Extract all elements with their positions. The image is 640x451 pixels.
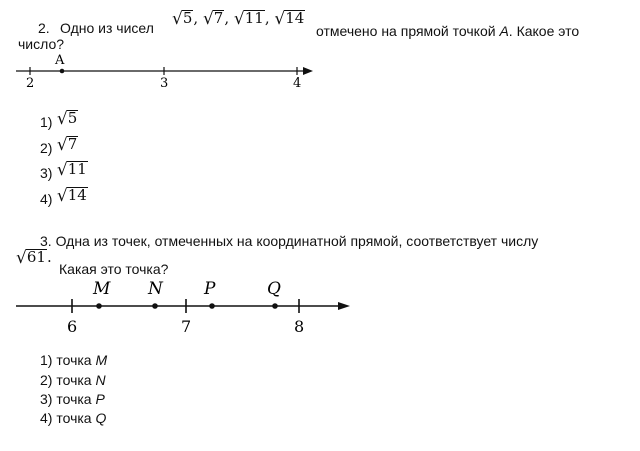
point-n-label: N	[148, 279, 163, 299]
problem-3-text-line2: Какая это точка?	[59, 261, 169, 277]
sqrt-7: √ 7	[202, 9, 224, 29]
problem-3-sqrt-61: √ 61 .	[16, 248, 52, 268]
problem-2-text-start: Одно из чисел	[60, 20, 154, 36]
sqrt-5: √ 5	[172, 9, 193, 29]
option-3-2: 2) точка N	[40, 372, 106, 388]
tick-label-8: 8	[294, 317, 305, 336]
option-2-3: 3) √ 11	[40, 160, 87, 181]
tick-label-3: 3	[160, 76, 169, 91]
option-3-3: 3) точка P	[40, 391, 105, 407]
problem-3-text-line1: 3. Одна из точек, отмеченных на координатной прямой, соответствует числу	[40, 233, 539, 249]
point-p	[209, 303, 215, 309]
point-a	[60, 69, 65, 74]
tick-label-7: 7	[181, 317, 192, 336]
option-2-1: 1) √ 5	[40, 109, 78, 130]
point-n	[152, 303, 158, 309]
problem-2-number-line	[0, 50, 330, 95]
sqrt-14: √ 14	[274, 9, 305, 29]
problem-2-text-line2: число?	[18, 36, 65, 52]
problem-2-number: 2.	[38, 20, 50, 36]
axis-arrow	[338, 302, 350, 310]
problem-2-text-end: отмечено на прямой точкой A. Какое это	[316, 23, 580, 39]
tick-label-6: 6	[67, 317, 78, 336]
problem-3-number-line	[0, 274, 360, 336]
tick-label-4: 4	[293, 76, 302, 91]
option-3-1: 1) точка M	[40, 352, 108, 368]
option-2-2: 2) √ 7	[40, 135, 78, 156]
point-m	[96, 303, 102, 309]
option-2-4-sqrt: √ 14	[56, 186, 87, 206]
sqrt-11: √ 11	[233, 9, 264, 29]
point-a-label: A	[55, 53, 65, 68]
option-2-1-sqrt: √ 5	[56, 109, 78, 129]
point-q-label: Q	[267, 279, 281, 299]
option-3-4: 4) точка Q	[40, 410, 107, 426]
problem-2-roots: √ 5 , √ 7 , √ 11 , √ 14	[172, 9, 305, 29]
option-2-2-sqrt: √ 7	[56, 135, 78, 155]
option-2-4: 4) √ 14	[40, 186, 87, 207]
option-2-3-sqrt: √ 11	[56, 160, 87, 180]
axis-arrow	[303, 67, 313, 75]
point-q	[272, 303, 278, 309]
point-p-label: P	[204, 279, 216, 299]
tick-label-2: 2	[26, 76, 35, 91]
point-m-label: M	[93, 279, 111, 299]
